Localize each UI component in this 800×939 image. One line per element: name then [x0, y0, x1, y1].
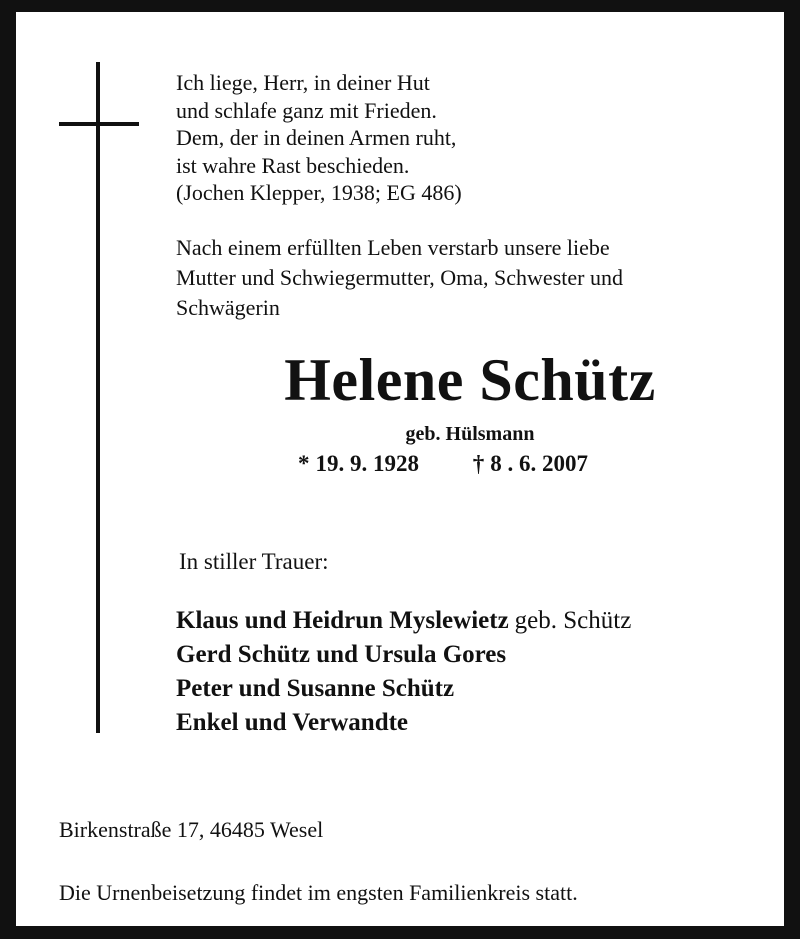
- mourner-name: Gerd Schütz und Ursula Gores: [176, 641, 507, 668]
- deceased-name: Helene Schütz: [284, 347, 656, 413]
- hymn-verse: [176, 69, 462, 207]
- birth-date-group: [298, 451, 425, 476]
- death-announcement: [176, 233, 623, 323]
- death-date: 8 . 6. 2007: [490, 451, 588, 476]
- verse-line: Dem, der in deinen Armen ruht,: [176, 125, 457, 150]
- death-dagger-icon: †: [472, 451, 485, 476]
- mourner-birth-name: geb. Schütz: [514, 607, 632, 634]
- birth-star-icon: *: [298, 451, 310, 476]
- birth-date: 19. 9. 1928: [315, 451, 419, 476]
- mourners-list: [176, 604, 631, 740]
- verse-line: Ich liege, Herr, in deiner Hut: [176, 70, 430, 95]
- family-address: Birkenstraße 17, 46485 Wesel: [59, 817, 324, 842]
- announcement-line: Mutter und Schwiegermutter, Oma, Schwester und: [176, 265, 623, 290]
- verse-line: ist wahre Rast beschieden.: [176, 152, 410, 178]
- mourner-name: Enkel und Verwandte: [176, 709, 409, 736]
- cross-horizontal-bar: [59, 122, 139, 126]
- verse-citation: (Jochen Klepper, 1938; EG 486): [176, 180, 462, 205]
- mourner-name: Klaus und Heidrun Myslewietz: [176, 607, 509, 634]
- life-dates: [298, 449, 588, 479]
- birth-name: geb. Hülsmann: [405, 423, 535, 445]
- burial-note: Die Urnenbeisetzung findet im engsten Familienkreis statt.: [59, 880, 578, 905]
- mourning-intro: In stiller Trauer:: [179, 549, 329, 574]
- verse-line: und schlafe ganz mit Frieden.: [176, 97, 437, 123]
- mourner-name: Peter und Susanne Schütz: [176, 675, 455, 702]
- mourner-entry: [176, 604, 631, 638]
- announcement-line: Nach einem erfüllten Leben verstarb unsere liebe: [176, 235, 610, 260]
- mourner-entry: [176, 638, 631, 672]
- announcement-line: Schwägerin: [176, 295, 280, 320]
- death-date-group: [473, 451, 588, 476]
- mourner-entry: [176, 706, 631, 740]
- mourner-entry: [176, 672, 631, 706]
